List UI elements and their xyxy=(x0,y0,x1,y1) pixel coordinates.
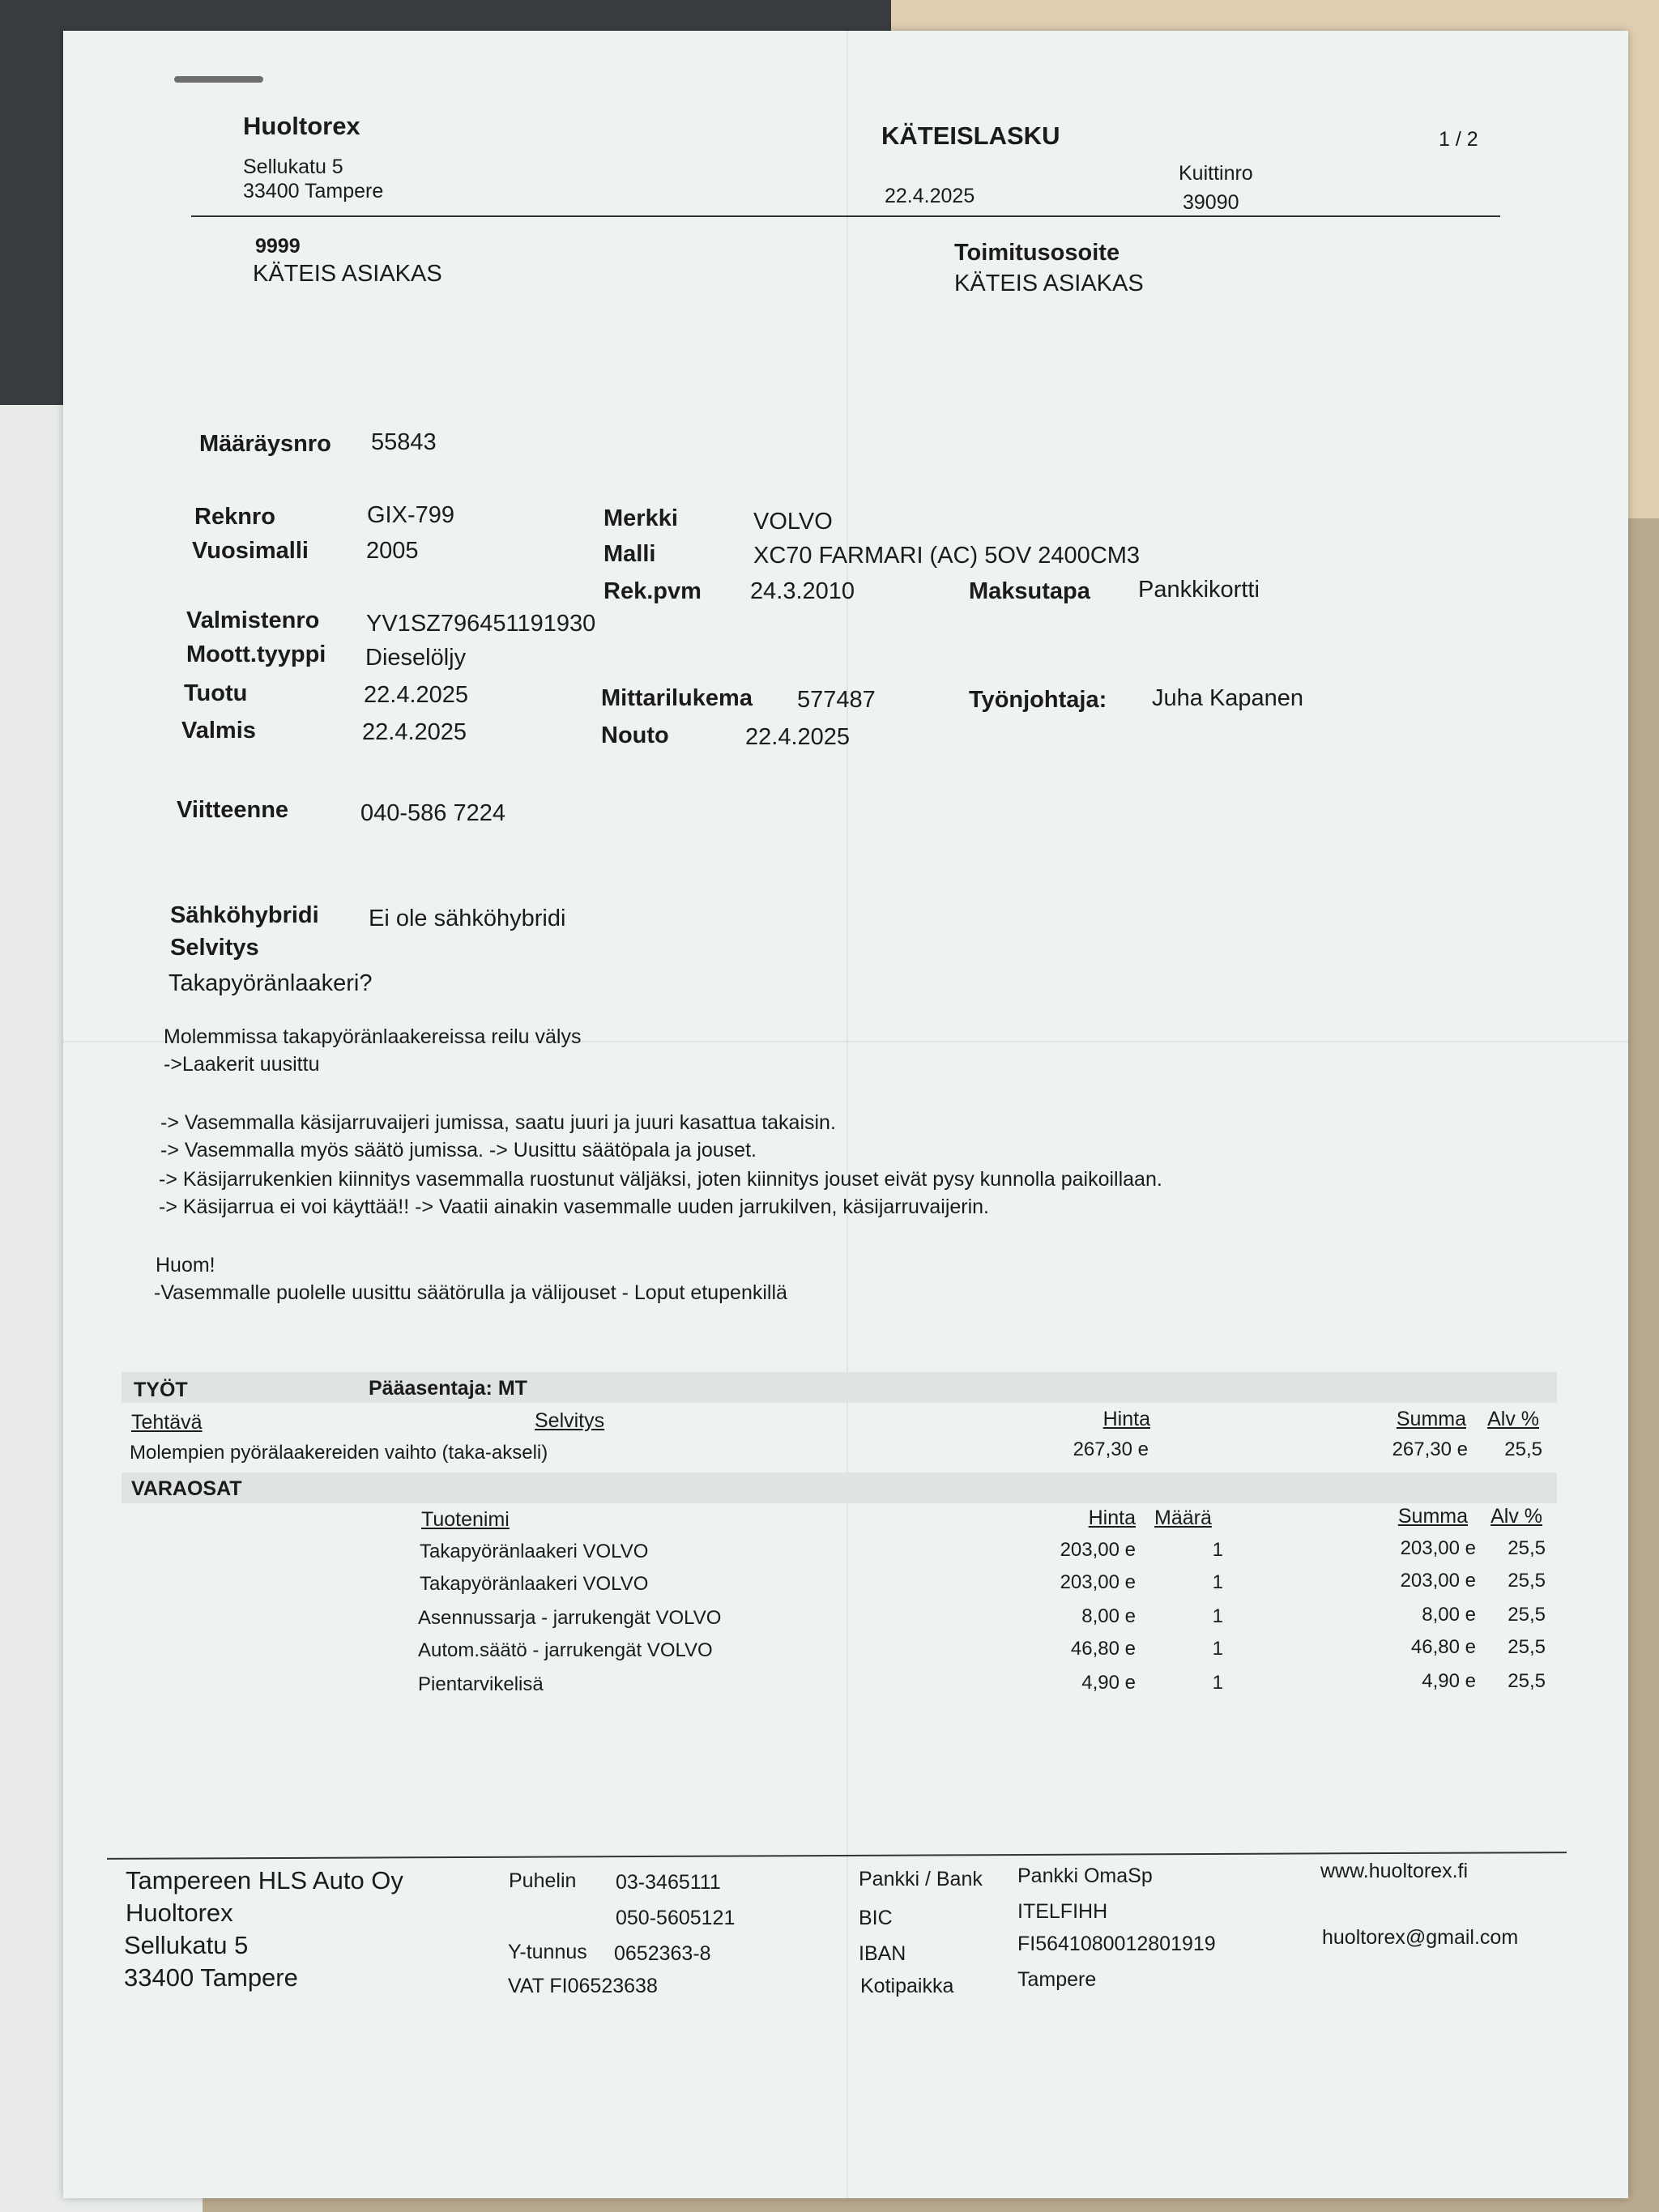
brought-in-date: 22.4.2025 xyxy=(364,682,469,708)
bic-label: BIC xyxy=(859,1907,893,1929)
website-link[interactable]: www.huoltorex.fi xyxy=(1320,1860,1469,1882)
part-total: 8,00 e xyxy=(1422,1604,1476,1626)
reference: 040-586 7224 xyxy=(360,800,505,826)
reference-label: Viitteenne xyxy=(177,797,289,823)
iban-label: IBAN xyxy=(859,1942,906,1965)
header-divider xyxy=(191,215,1500,217)
part-price: 203,00 e xyxy=(1060,1571,1136,1593)
parts-title: VARAOSAT xyxy=(131,1477,242,1500)
parts-header-name: Tuotenimi xyxy=(421,1508,510,1531)
labour-price: 267,30 e xyxy=(1073,1438,1149,1460)
part-name: Autom.säätö - jarrukengät VOLVO xyxy=(418,1639,713,1661)
phone-label: Puhelin xyxy=(509,1869,577,1892)
part-vat: 25,5 xyxy=(1508,1636,1546,1658)
customer-number: 9999 xyxy=(255,235,301,258)
labour-header-task: Tehtävä xyxy=(131,1411,203,1434)
labour-header-total: Summa xyxy=(1396,1408,1466,1430)
payment-method-label: Maksutapa xyxy=(969,578,1090,604)
parts-header-total: Summa xyxy=(1397,1505,1468,1528)
company-street: Sellukatu 5 xyxy=(243,156,343,178)
bank-name: Pankki OmaSp xyxy=(1017,1865,1153,1887)
hybrid-label: Sähköhybridi xyxy=(170,902,319,928)
note-line: -> Vasemmalla käsijarruvaijeri jumissa, saatu juuri ja juuri kasattua takaisin. xyxy=(160,1111,836,1134)
part-total: 4,90 e xyxy=(1422,1670,1476,1692)
parts-header-qty: Määrä xyxy=(1154,1507,1212,1529)
labour-task: Molempien pyörälaakereiden vaihto (taka-akseli) xyxy=(130,1442,548,1464)
customer-name: KÄTEIS ASIAKAS xyxy=(253,261,442,287)
staple-mark xyxy=(174,76,263,83)
labour-title-band xyxy=(122,1372,1557,1403)
note-line: Takapyöränlaakeri? xyxy=(168,970,373,996)
footer-brand: Huoltorex xyxy=(126,1899,233,1927)
part-total: 46,80 e xyxy=(1410,1636,1476,1658)
registration-date-label: Rek.pvm xyxy=(603,578,702,604)
parts-header-price: Hinta xyxy=(1088,1507,1136,1529)
vertical-fold-line xyxy=(847,31,848,2198)
part-qty: 1 xyxy=(1212,1605,1223,1627)
ready-date: 22.4.2025 xyxy=(362,719,467,745)
model-year: 2005 xyxy=(366,538,419,564)
invoice-date: 22.4.2025 xyxy=(885,185,975,207)
model: XC70 FARMARI (AC) 5OV 2400CM3 xyxy=(753,543,1141,569)
make-label: Merkki xyxy=(603,505,678,531)
pickup-date: 22.4.2025 xyxy=(745,724,851,750)
odometer-label: Mittarilukema xyxy=(601,685,753,711)
part-name: Takapyöränlaakeri VOLVO xyxy=(420,1573,649,1595)
vin: YV1SZ796451191930 xyxy=(366,611,596,637)
parts-title-band xyxy=(122,1473,1557,1503)
foreman: Juha Kapanen xyxy=(1152,685,1304,711)
part-vat: 25,5 xyxy=(1508,1604,1546,1626)
vat-number: VAT FI06523638 xyxy=(508,1975,658,1997)
company-name: Huoltorex xyxy=(243,112,360,140)
ready-label: Valmis xyxy=(181,718,256,744)
note-line: Huom! xyxy=(156,1254,215,1276)
part-qty: 1 xyxy=(1212,1539,1223,1561)
part-total: 203,00 e xyxy=(1400,1537,1476,1559)
main-mechanic: Pääasentaja: MT xyxy=(369,1377,527,1400)
phone-1: 03-3465111 xyxy=(616,1871,721,1894)
labour-header-vat: Alv % xyxy=(1487,1408,1539,1430)
model-year-label: Vuosimalli xyxy=(192,538,309,564)
delivery-address-label: Toimitusosoite xyxy=(954,240,1120,266)
phone-2: 050-5605121 xyxy=(616,1907,736,1929)
note-line: -> Käsijarrukenkien kiinnitys vasemmalla ruostunut väljäksi, joten kiinnitys jouset eivät pysy kunnolla paikoillaan. xyxy=(159,1168,1162,1191)
make: VOLVO xyxy=(753,509,833,535)
labour-total: 267,30 e xyxy=(1392,1438,1468,1460)
footer-street: Sellukatu 5 xyxy=(124,1931,249,1959)
part-name: Pientarvikelisä xyxy=(418,1673,544,1695)
document-title: KÄTEISLASKU xyxy=(881,121,1060,150)
labour-header-explanation: Selvitys xyxy=(535,1409,605,1432)
payment-method: Pankkikortti xyxy=(1138,577,1260,603)
iban: FI5641080012801919 xyxy=(1017,1933,1216,1955)
company-city: 33400 Tampere xyxy=(243,180,384,202)
receipt-number-label: Kuittinro xyxy=(1179,162,1253,185)
order-number: 55843 xyxy=(371,429,437,455)
note-line: Molemmissa takapyöränlaakereissa reilu välys xyxy=(164,1025,582,1048)
vin-label: Valmistenro xyxy=(186,607,320,633)
business-id-label: Y-tunnus xyxy=(508,1941,587,1963)
footer-city: 33400 Tampere xyxy=(124,1963,298,1992)
part-name: Asennussarja - jarrukengät VOLVO xyxy=(418,1607,722,1629)
reg-number: GIX-799 xyxy=(367,502,454,528)
model-label: Malli xyxy=(603,541,656,567)
brought-in-label: Tuotu xyxy=(184,680,248,706)
domicile: Tampere xyxy=(1017,1968,1097,1991)
part-vat: 25,5 xyxy=(1508,1570,1546,1592)
labour-vat: 25,5 xyxy=(1504,1438,1542,1460)
page-number: 1 / 2 xyxy=(1439,128,1478,151)
odometer: 577487 xyxy=(797,687,876,713)
bic: ITELFIHH xyxy=(1017,1900,1108,1923)
note-line: -> Vasemmalla myös säätö jumissa. -> Uusittu säätöpala ja jouset. xyxy=(160,1139,757,1161)
part-qty: 1 xyxy=(1212,1571,1223,1593)
parts-header-vat: Alv % xyxy=(1491,1505,1542,1528)
bank-label: Pankki / Bank xyxy=(859,1868,983,1890)
note-line: ->Laakerit uusittu xyxy=(164,1053,320,1076)
part-name: Takapyöränlaakeri VOLVO xyxy=(420,1541,649,1562)
foreman-label: Työnjohtaja: xyxy=(969,687,1107,713)
part-vat: 25,5 xyxy=(1508,1537,1546,1559)
part-price: 203,00 e xyxy=(1060,1539,1136,1561)
receipt-number: 39090 xyxy=(1183,191,1239,214)
engine-type-label: Moott.tyyppi xyxy=(186,641,326,667)
domicile-label: Kotipaikka xyxy=(860,1975,954,1997)
order-number-label: Määräysnro xyxy=(199,431,331,457)
part-qty: 1 xyxy=(1212,1672,1223,1694)
email-link[interactable]: huoltorex@gmail.com xyxy=(1322,1926,1519,1949)
delivery-address-name: KÄTEIS ASIAKAS xyxy=(954,271,1144,296)
note-line: -> Käsijarrua ei voi käyttää!! -> Vaatii ainakin vasemmalle uuden jarrukilven, käsijarruvaijerin. xyxy=(159,1196,989,1218)
part-price: 8,00 e xyxy=(1081,1605,1136,1627)
footer-company: Tampereen HLS Auto Oy xyxy=(126,1866,403,1894)
note-line: -Vasemmalle puolelle uusittu säätörulla ja välijouset - Loput etupenkillä xyxy=(154,1281,787,1304)
business-id: 0652363-8 xyxy=(614,1942,711,1965)
part-price: 46,80 e xyxy=(1070,1638,1136,1660)
reg-number-label: Reknro xyxy=(194,504,275,530)
part-qty: 1 xyxy=(1212,1638,1223,1660)
registration-date: 24.3.2010 xyxy=(750,578,855,604)
engine-type: Dieselöljy xyxy=(365,645,467,671)
hybrid-value: Ei ole sähköhybridi xyxy=(369,906,566,931)
part-price: 4,90 e xyxy=(1081,1672,1136,1694)
part-vat: 25,5 xyxy=(1508,1670,1546,1692)
labour-title: TYÖT xyxy=(134,1379,188,1401)
explanation-label: Selvitys xyxy=(170,935,259,961)
part-total: 203,00 e xyxy=(1400,1570,1476,1592)
labour-header-price: Hinta xyxy=(1102,1408,1150,1430)
pickup-label: Nouto xyxy=(601,722,669,748)
